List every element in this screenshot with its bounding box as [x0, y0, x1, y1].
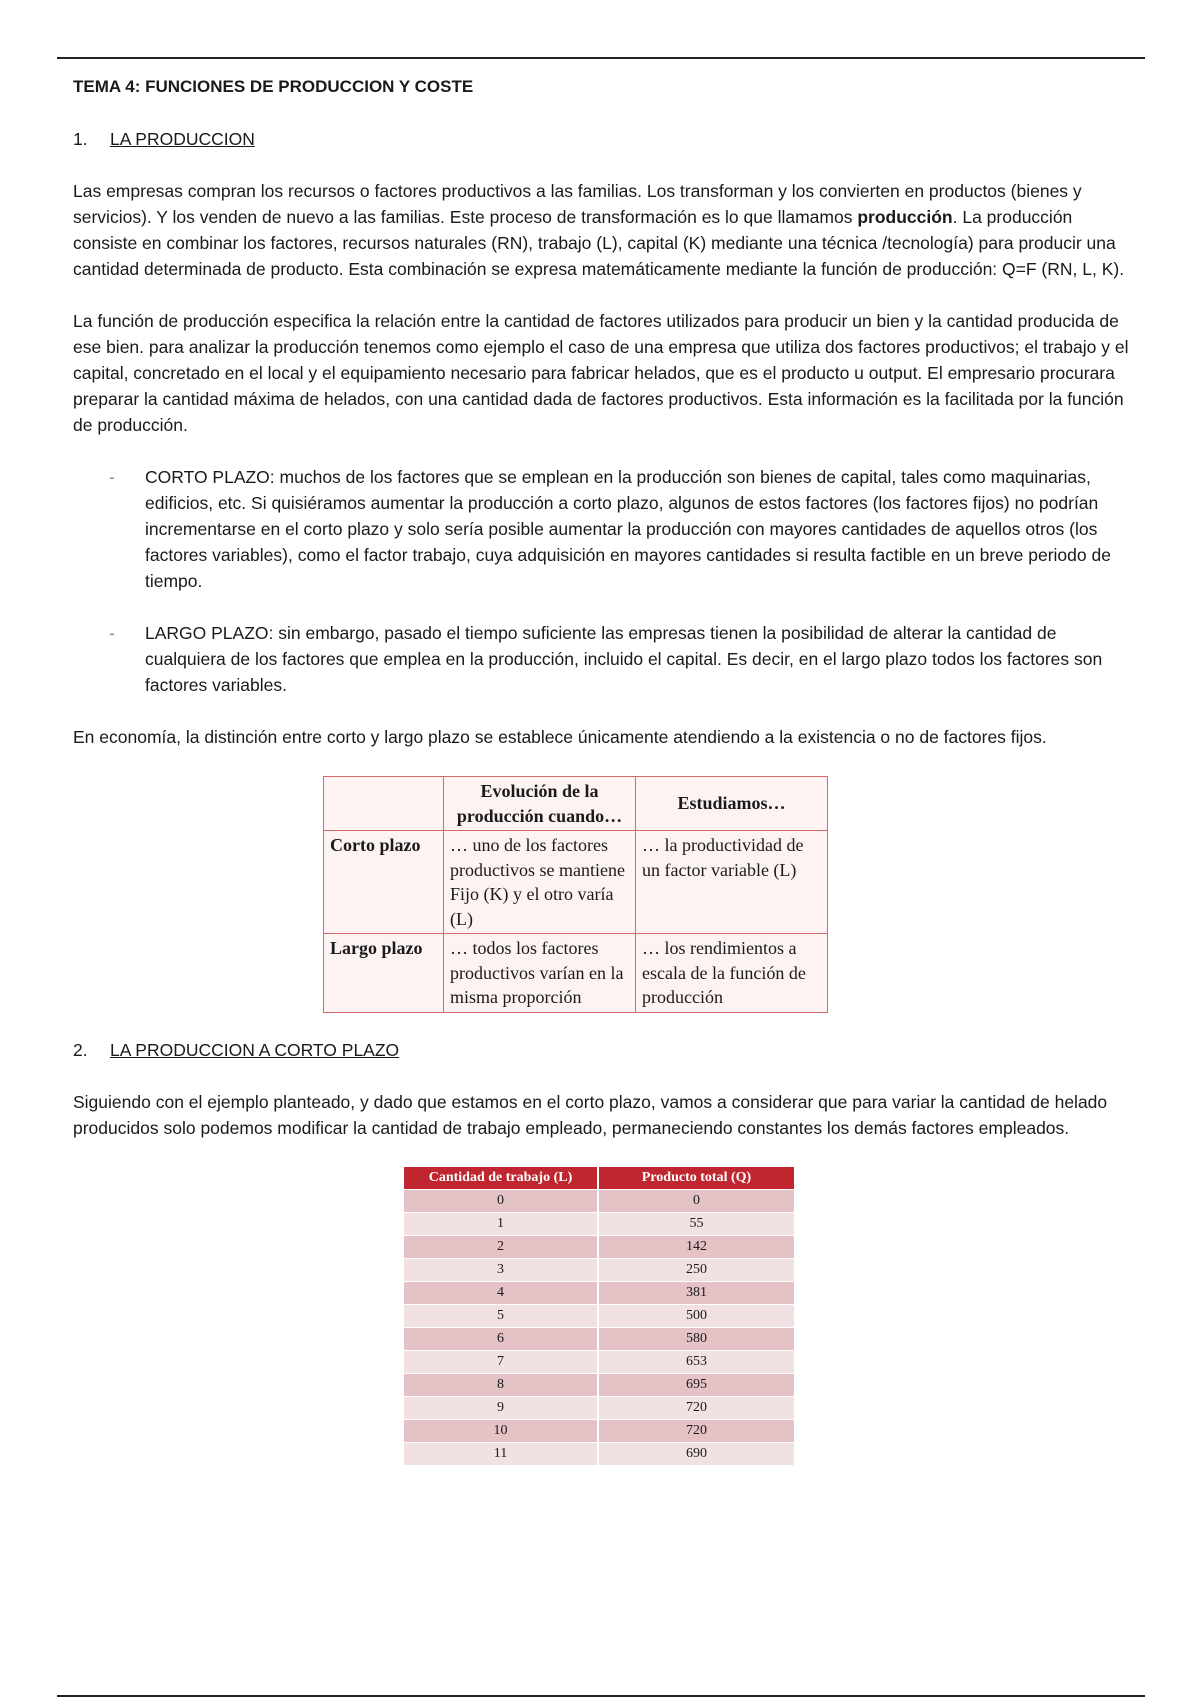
table-row [404, 1327, 794, 1350]
comparison-header-estudiamos: Estudiamos… [636, 777, 828, 831]
cell-trabajo: 1 [404, 1212, 598, 1235]
document-title: TEMA 4: FUNCIONES DE PRODUCCION Y COSTE [73, 77, 474, 96]
document-body [73, 74, 1133, 1465]
table-row [404, 1304, 794, 1327]
production-table-body [404, 1189, 794, 1465]
cell-producto: 580 [598, 1327, 794, 1350]
table-row [404, 1281, 794, 1304]
cell-trabajo: 7 [404, 1350, 598, 1373]
table-row [404, 1235, 794, 1258]
section-2-paragraph-1: Siguiendo con el ejemplo planteado, y dado que estamos en el corto plazo, vamos a considerar que para variar la cantidad de helado producidos solo podemos modificar la cantidad de trabajo empleado, permaneciendo constantes los demás factores empleados. [73, 1091, 1108, 1138]
section-1-paragraph-3: En economía, la distinción entre corto y largo plazo se establece únicamente atendiendo a la existencia o no de factores fijos. [73, 727, 1047, 747]
cell-trabajo: 6 [404, 1327, 598, 1350]
cell-trabajo: 5 [404, 1304, 598, 1327]
comparison-header-empty [324, 777, 444, 831]
production-header-row [404, 1167, 794, 1190]
bullet-corto-plazo: - CORTO PLAZO: muchos de los factores que se emplean en la producción son bienes de capital, tales como maquinarias, edificios, etc. Si quisiéramos aumentar la producción a corto plazo, algunos de estos factores (los factores fijos) no podrían incrementarse en el corto plazo y solo sería posible aumentar la producción con mayores cantidades de aquellos otros (los factores variables), como el factor trabajo, cuya adquisición en mayores cantidades si resulta factible en un breve periodo de tiempo. [73, 464, 1133, 594]
cell-trabajo: 0 [404, 1189, 598, 1212]
production-table [404, 1167, 794, 1465]
production-header-producto: Producto total (Q) [598, 1167, 794, 1190]
comparison-header-evolucion: Evolución de la producción cuando… [444, 777, 636, 831]
bullet-largo-plazo: - LARGO PLAZO: sin embargo, pasado el tiempo suficiente las empresas tienen la posibilidad de alterar la cantidad de cualquiera de los factores que emplea en la producción, incluido el capital. Es decir, en el largo plazo todos los factores son factores variables. [73, 620, 1133, 698]
table-row [404, 1442, 794, 1465]
comparison-cell-estudiamos: … la productividad de un factor variable (L) [636, 831, 828, 934]
cell-producto: 250 [598, 1258, 794, 1281]
comparison-row-label: Corto plazo [324, 831, 444, 934]
cell-trabajo: 4 [404, 1281, 598, 1304]
section-2-number: 2. [73, 1039, 88, 1060]
table-row [404, 1396, 794, 1419]
bold-term-produccion: producción [857, 207, 953, 227]
cell-trabajo: 11 [404, 1442, 598, 1465]
table-row [404, 1419, 794, 1442]
table-row [404, 1189, 794, 1212]
section-1-heading [73, 126, 1133, 152]
comparison-row-corto [324, 831, 828, 934]
section-2-title: LA PRODUCCION A CORTO PLAZO [110, 1039, 400, 1060]
cell-producto: 500 [598, 1304, 794, 1327]
section-1-number: 1. [73, 129, 88, 149]
comparison-cell-evolucion: … uno de los factores productivos se mantiene Fijo (K) y el otro varía (L) [444, 831, 636, 934]
cell-producto: 653 [598, 1350, 794, 1373]
comparison-header-row [324, 777, 828, 831]
cell-producto: 695 [598, 1373, 794, 1396]
header-rule [57, 57, 1145, 59]
section-1-paragraph-2: La función de producción especifica la relación entre la cantidad de factores utilizados para producir un bien y la cantidad producida de ese bien. para analizar la producción tenemos como ejemplo el caso de una empresa que utiliza dos factores productivos; el trabajo y el capital, concretado en el local y el equipamiento necesario para fabricar helados, que es el producto u output. El empresario procurara preparar la cantidad máxima de helados, con una cantidad dada de factores productivos. Esta información es la facilitada por la función de producción. [73, 311, 1129, 435]
cell-producto: 142 [598, 1235, 794, 1258]
cell-producto: 0 [598, 1189, 794, 1212]
table-row [404, 1350, 794, 1373]
table-row [404, 1373, 794, 1396]
bullet-dash: - [109, 623, 115, 643]
comparison-cell-evolucion: … todos los factores productivos varían en la misma proporción [444, 934, 636, 1013]
cell-trabajo: 2 [404, 1235, 598, 1258]
section-1-title: LA PRODUCCION [110, 129, 255, 149]
cell-producto: 381 [598, 1281, 794, 1304]
production-header-trabajo: Cantidad de trabajo (L) [404, 1167, 598, 1190]
plazo-comparison-table [323, 776, 828, 1013]
cell-producto: 720 [598, 1419, 794, 1442]
section-2-heading [73, 1037, 1133, 1063]
comparison-row-label: Largo plazo [324, 934, 444, 1013]
cell-producto: 55 [598, 1212, 794, 1235]
cell-trabajo: 3 [404, 1258, 598, 1281]
cell-producto: 690 [598, 1442, 794, 1465]
plazo-bullet-list [73, 464, 1133, 698]
bullet-dash: - [109, 467, 115, 487]
cell-trabajo: 8 [404, 1373, 598, 1396]
cell-trabajo: 10 [404, 1419, 598, 1442]
comparison-row-largo [324, 934, 828, 1013]
cell-trabajo: 9 [404, 1396, 598, 1419]
section-1-paragraph-1: Las empresas compran los recursos o factores productivos a las familias. Los transforman y los convierten en productos (bienes y servicios). Y los venden de nuevo a las familias. Este proceso de transformación es lo que llamamos producción. La producción consiste en combinar los factores, recursos naturales (RN), trabajo (L), capital (K) mediante una técnica /tecnología) para producir una cantidad determinada de producto. Esta combinación se expresa matemáticamente mediante la función de producción: Q=F (RN, L, K). [73, 181, 1125, 279]
cell-producto: 720 [598, 1396, 794, 1419]
table-row [404, 1212, 794, 1235]
comparison-cell-estudiamos: … los rendimientos a escala de la función de producción [636, 934, 828, 1013]
footer-rule [57, 1695, 1145, 1697]
table-row [404, 1258, 794, 1281]
